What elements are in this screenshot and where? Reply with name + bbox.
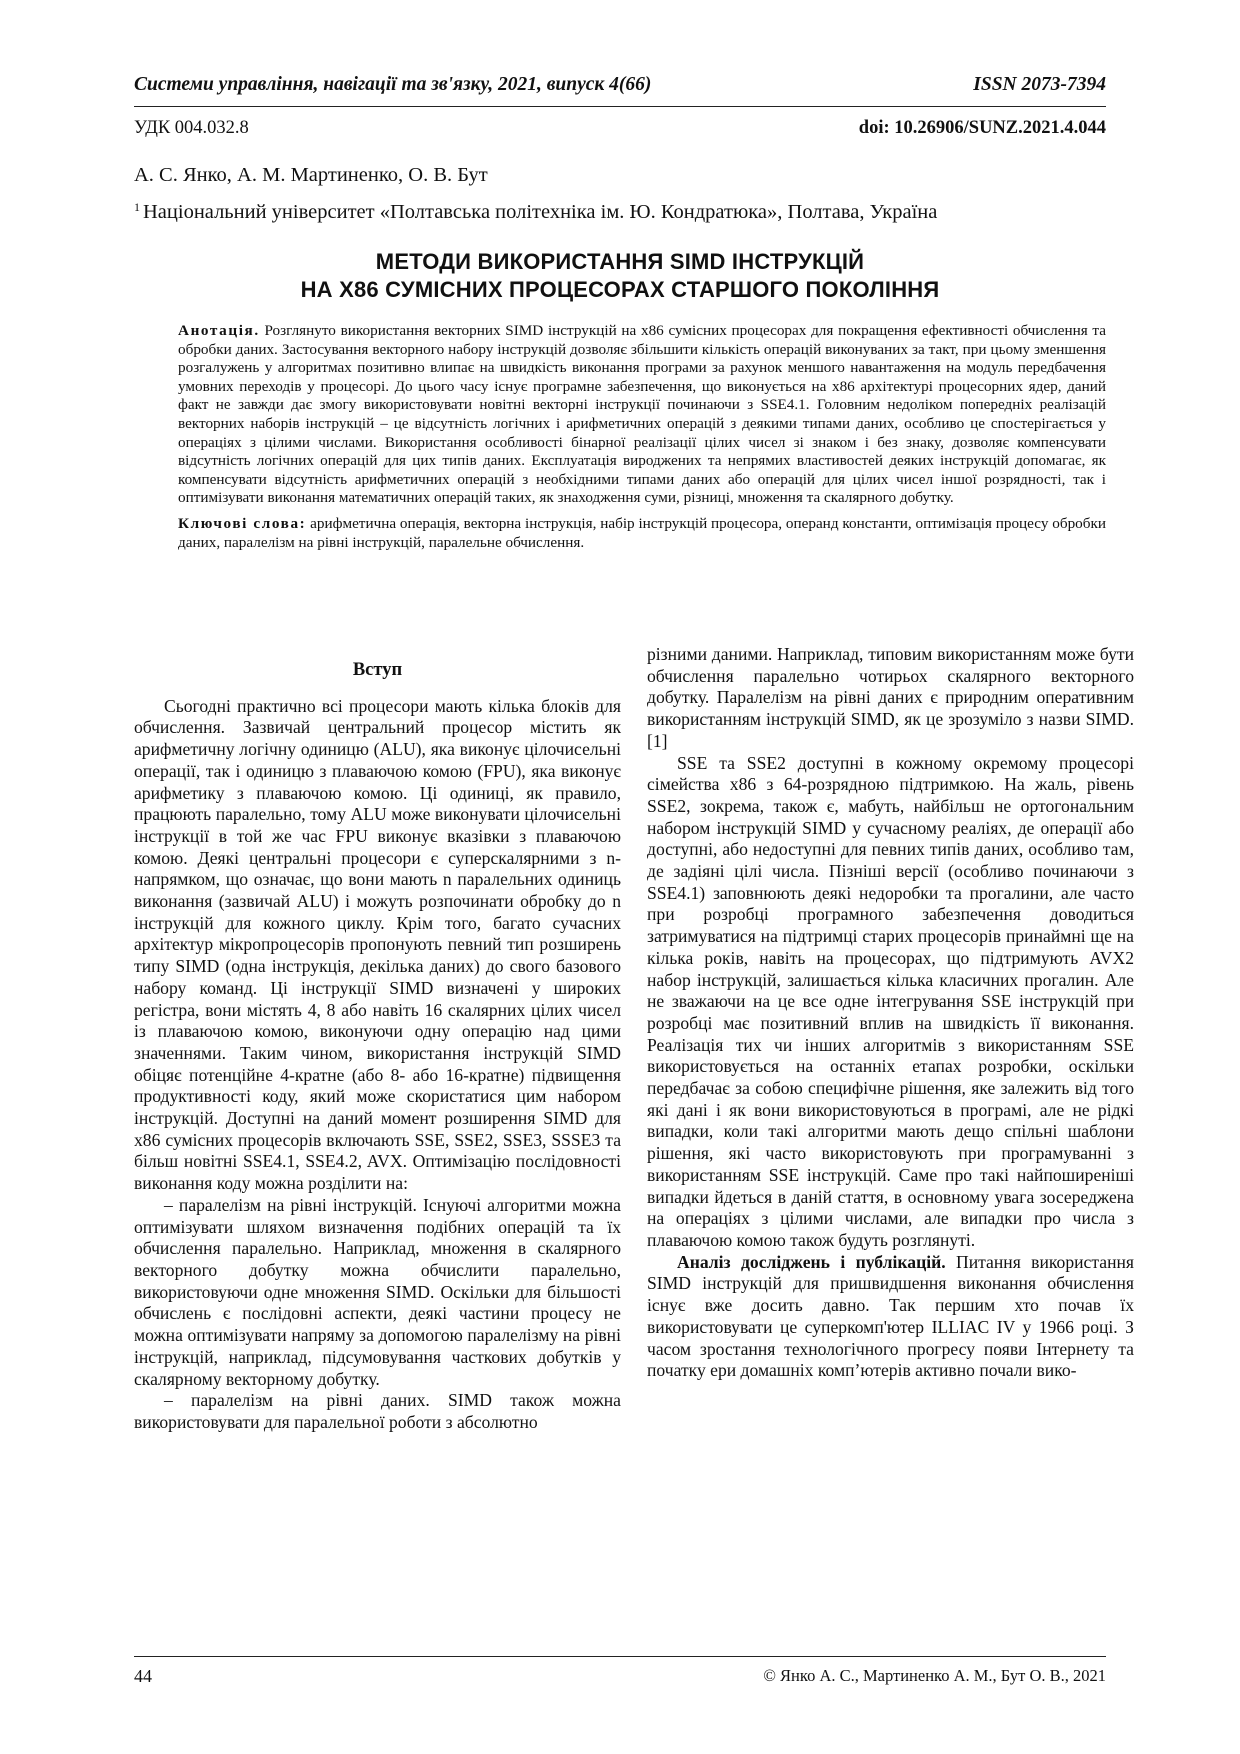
affiliation-text: Національний університет «Полтавська політехніка ім. Ю. Кондратюка», Полтава, Україна	[143, 201, 938, 223]
udk-code: УДК 004.032.8	[134, 118, 249, 138]
abstract-label: Анотація.	[178, 322, 260, 339]
journal-title: Системи управління, навігації та зв'язку, 2021, випуск 4(66)	[134, 74, 652, 95]
abstract-text: Розглянуто використання векторних SIMD інструкцій на x86 сумісних процесорах для покращення ефективності обчислення та обробки даних. Застосування векторного набору інструкцій дозволяє збільшити кількість операцій виконуваних за такт, при цьому зменшення розгалужень у алгоритмах позитивно влипає на швидкість виконання програми за рахунок меншого навантаження на модуль передбачення умовних переходів у процесорі. До цього часу існує програмне забезпечення, що виконується на x86 архітектурі процесорних ядер, даний факт не завжди дає змогу використовувати новітні векторні інструкції починаючи з SSE4.1. Головним недоліком попередніх реалізацій векторних наборів інструкцій – це відсутність логічних і арифметичних операцій з деякими типами даних, особливо це спостерігається у операціях з цілими числами. Використання особливості бінарної реалізації цілих чисел зі знаком і без знаку, дозволяє компенсувати відсутність логічних операцій для цих типів даних. Експлуатація вироджених та непрямих властивостей деяких інструкцій допомагає, як компенсувати відсутність арифметичних операцій з необхідними типами даних або операцій для цілих чисел іншої розрядності, так і оптимізувати виконання математичних операцій таких, як знаходження суми, різниці, множення та скалярного добутку.	[178, 322, 1106, 507]
issn: ISSN 2073-7394	[973, 74, 1106, 95]
article-title	[134, 248, 1106, 304]
paragraph	[647, 1252, 1134, 1382]
doi: doi: 10.26906/SUNZ.2021.4.044	[858, 118, 1106, 138]
left-column	[134, 650, 621, 1434]
keywords-text: арифметична операція, векторна інструкція, набір інструкцій процесора, операнд константи, оптимізація процесу обробки даних, паралелізм на рівні інструкцій, паралельне обчислення.	[178, 514, 1106, 551]
paragraph-text: Питання використання SIMD інструкцій для пришвидшення виконання обчислення існує вже досить давно. Так першим хто почав їх використовувати це суперкомп'ютер ILLIAC IV у 1966 році. З часом зростання технологічного прогресу появи Інтернету та початку ери домашніх комп’ютерів активно почали вико-	[647, 1251, 1134, 1381]
right-column	[647, 644, 1134, 1382]
copyright: © Янко А. С., Мартиненко А. М., Бут О. В., 2021	[763, 1666, 1106, 1685]
abstract	[178, 322, 1106, 508]
affiliation-marker: 1	[134, 200, 140, 214]
section-heading-analysis: Аналіз досліджень і публікацій.	[677, 1251, 946, 1272]
running-header	[134, 74, 1106, 102]
footer-rule	[134, 1656, 1106, 1657]
paragraph: SSE та SSE2 доступні в кожному окремому процесорі сімейства x86 з 64-розрядною підтримкою. На жаль, рівень SSE2, зокрема, також є, мабуть, найбільш не ортогональним набором інструкцій SIMD у сучасному реаліях, де операції або доступні, або недоступні для певних типів даних, особливо там, де задіяні цілі числа. Пізніші версії (особливо починаючи з SSE4.1) заповнюють деякі недоробки та прогалини, але часто при розробці програмного забезпечення доводиться затримуватися на підтримці старих процесорів принаймні ще на кілька років, навіть на процесорах, що підтримують AVX2 набор інструкцій, залишається кілька класичних прогалин. Але не зважаючи на це все одне інтегрування SSE інструкцій при розробці має позитивний вплив на швидкість її виконання. Реалізація тих чи інших алгоритмів з використанням SSE використовується на останніх етапах розробки, оскільки передбачає за собою специфічне рішення, яке залежить від того які дані і як вони використовуються в програмі, але не рідкі випадки, коли такі алгоритми мають дещо спільні шаблони рішення, які часто використовують при програмуванні з використанням SSE інструкцій. Саме про такі найпоширеніші випадки йдеться в даній стаття, в основному увага зосереджена на операціях з цілими числами, але випадки про числа з плаваючою комою також будуть розглянуті.	[647, 752, 1134, 1250]
section-heading-intro: Вступ	[352, 660, 403, 680]
keywords	[178, 515, 1106, 552]
paragraph: Сьогодні практично всі процесори мають кілька блоків для обчислення. Зазвичай центральний процесор містить як арифметичну логічну одиницю (ALU), яка виконує цілочисельні операції, так і одиницю з плаваючою комою (FPU), яка виконує арифметику з плаваючою комою. Ці одиниці, як правило, працюють паралельно, тому ALU може виконувати цілочисельні інструкції в той же час FPU виконує вказівки з плаваючою комою. Деякі центральні процесори є суперскалярними з n-напрямком, що означає, що вони мають n паралельних одиниць виконання (зазвичай ALU) і можуть розпочинати обробку до n інструкцій для кожного циклу. Крім того, багато сучасних архітектур мікропроцесорів пропонують певний тип розширень типу SIMD (одна інструкція, декілька даних) до свого базового набору команд. Ці інструкції SIMD визначені у широких регістра, вони містять 4, 8 або навіть 16 скалярних цілих чисел із плаваючою комою, виконуючи одну операцію над цими значеннями. Таким чином, використання інструкцій SIMD обіцяє потенційне 4-кратне (або 8- або 16-кратне) підвищення продуктивності коду, який може скористатися цим набором інструкцій. Доступні на даний момент розширення SIMD для x86 сумісних процесорів включають SSE, SSE2, SSE3, SSSE3 та більш новітні SSE4.1, SSE4.2, AVX. Оптимізацію послідовності виконання коду можна розділити на:	[134, 695, 621, 1194]
paragraph: – паралелізм на рівні інструкцій. Існуючі алгоритми можна оптимізувати шляхом визначення подібних операцій та їх обчислення паралельно. Наприклад, множення в скалярного векторного добутку можна обчислити паралельно, використовуючи одне множення SIMD. Оскільки для більшості обчислень є послідовні аспекти, деякі частини процесу не можна оптимізувати напряму за допомогою паралелізму на рівні інструкцій, наприклад, підсумовування часткових добутків у скалярному векторному добутку.	[134, 1194, 621, 1389]
page-number: 44	[134, 1666, 152, 1686]
keywords-label: Ключові слова:	[178, 514, 307, 532]
abstract-block	[178, 322, 1106, 552]
paragraph: різними даними. Наприклад, типовим використанням може бути обчислення паралельно чотирьох скалярного векторного добутку. Паралелізм на рівні даних є природним оперативним використанням інструкцій SIMD, як це зрозуміло з назви SIMD.[1]	[647, 644, 1134, 751]
authors: А. С. Янко, А. М. Мартиненко, О. В. Бут	[134, 164, 488, 186]
paragraph: – паралелізм на рівні даних. SIMD також можна використовувати для паралельної роботи з абсолютно	[134, 1390, 621, 1432]
title-line-2: НА X86 СУМІСНИХ ПРОЦЕСОРАХ СТАРШОГО ПОКОЛІННЯ	[300, 277, 940, 302]
affiliation	[134, 201, 937, 224]
header-rule	[134, 106, 1106, 107]
title-line-1: МЕТОДИ ВИКОРИСТАННЯ SIMD ІНСТРУКЦІЙ	[375, 249, 865, 274]
